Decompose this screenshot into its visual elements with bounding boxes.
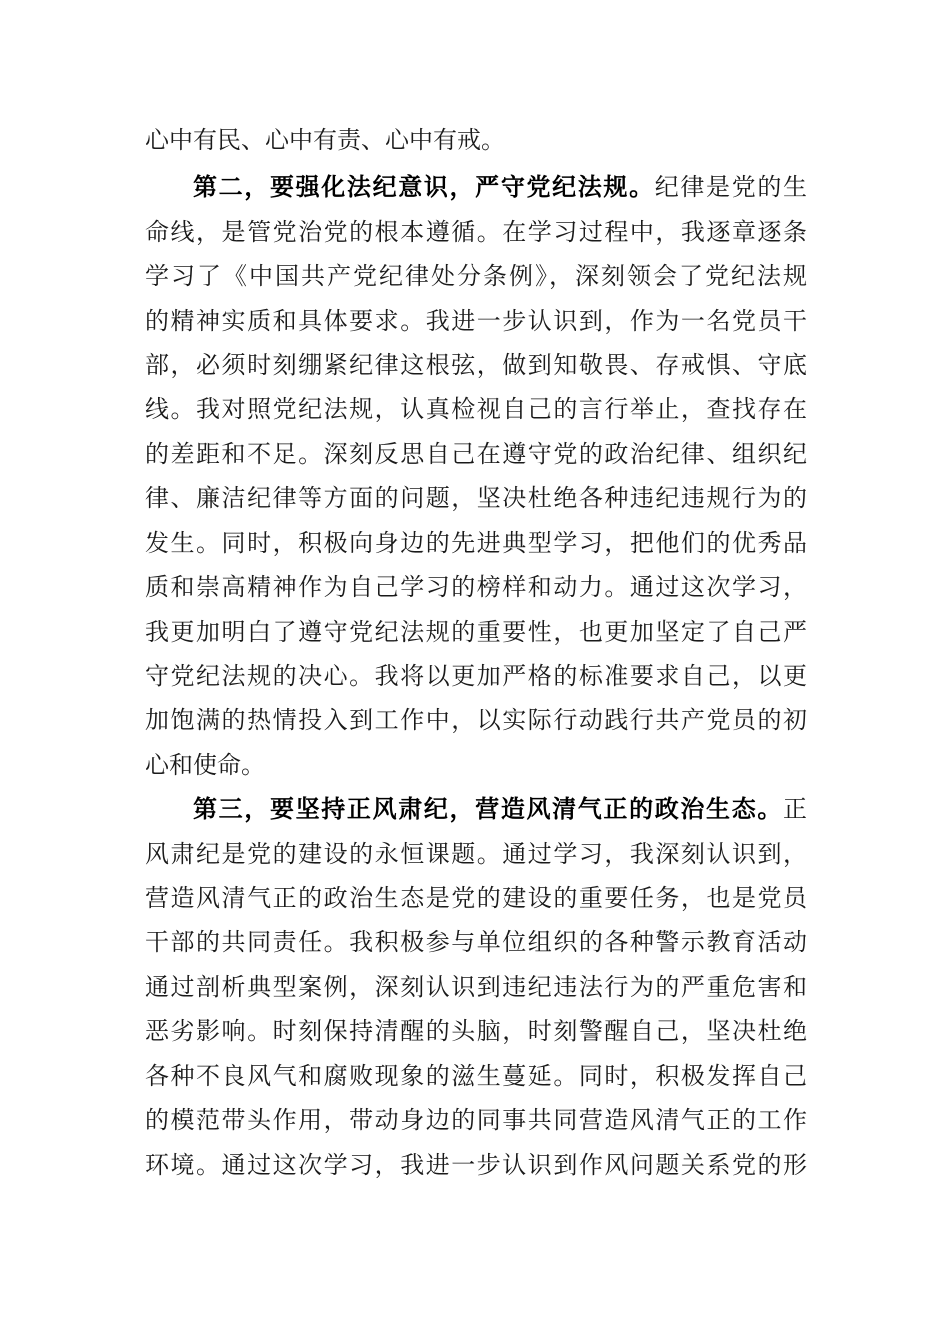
text-line: 的模范带头作用，带动身边的同事共同营造风清气正的工作 [145,1106,807,1134]
text-line: 律、廉洁纪律等方面的问题，坚决杜绝各种违纪违规行为的 [145,484,807,512]
text-line: 营造风清气正的政治生态是党的建设的重要任务，也是党员 [145,884,807,912]
text-line: 心和使命。 [145,751,265,779]
text-line: 加饱满的热情投入到工作中，以实际行动践行共产党员的初 [145,706,807,734]
text-line: 各种不良风气和腐败现象的滋生蔓延。同时，积极发挥自己 [145,1062,807,1090]
text-line: 的差距和不足。深刻反思自己在遵守党的政治纪律、组织纪 [145,440,807,468]
text-line: 守党纪法规的决心。我将以更加严格的标准要求自己，以更 [145,662,807,690]
text-line: 心中有民、心中有责、心中有戒。 [145,126,505,154]
text-line: 发生。同时，积极向身边的先进典型学习，把他们的优秀品 [145,529,807,557]
text-line: 命线，是管党治党的根本遵循。在学习过程中，我逐章逐条 [145,218,807,246]
text-line: 环境。通过这次学习，我进一步认识到作风问题关系党的形 [145,1151,807,1179]
text-line: 线。我对照党纪法规，认真检视自己的言行举止，查找存在 [145,395,807,423]
text-line: 质和崇高精神作为自己学习的榜样和动力。通过这次学习， [145,573,807,601]
text-line: 干部的共同责任。我积极参与单位组织的各种警示教育活动 [145,928,807,956]
text-line: 学习了《中国共产党纪律处分条例》，深刻领会了党纪法规 [145,262,807,290]
text-line: 我更加明白了遵守党纪法规的重要性，也更加坚定了自己严 [145,618,807,646]
text-line: 部，必须时刻绷紧纪律这根弦，做到知敬畏、存戒惧、守底 [145,351,807,379]
text-line: 的精神实质和具体要求。我进一步认识到，作为一名党员干 [145,307,807,335]
text-span: 纪律是党的生 [654,173,808,201]
text-line: 通过剖析典型案例，深刻认识到违纪违法行为的严重危害和 [145,973,807,1001]
text-span: 正 [783,795,807,823]
text-line: 恶劣影响。时刻保持清醒的头脑，时刻警醒自己，坚决杜绝 [145,1017,807,1045]
paragraph-3-first-line [193,789,807,829]
text-line: 风肃纪是党的建设的永恒课题。通过学习，我深刻认识到， [145,840,807,868]
paragraph-2-heading: 第二，要强化法纪意识，严守党纪法规。 [193,173,655,201]
paragraph-2-first-line [193,167,807,207]
paragraph-3-heading: 第三，要坚持正风肃纪，营造风清气正的政治生态。 [193,795,783,823]
